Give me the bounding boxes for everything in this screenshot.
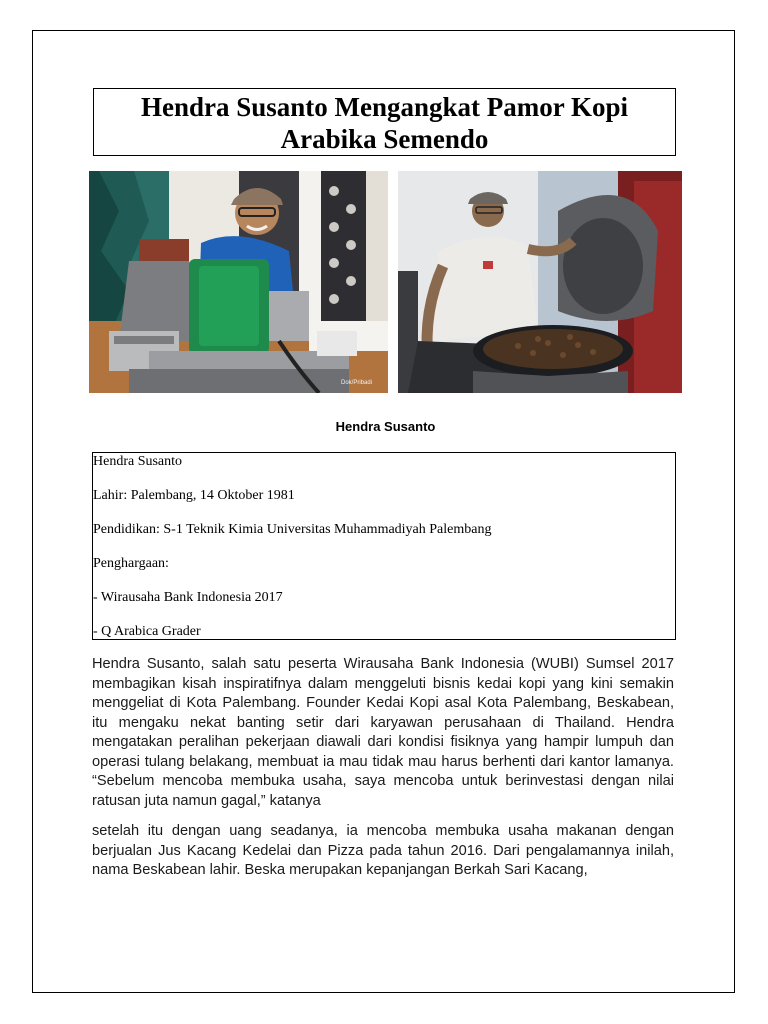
bio-awards-label: Penghargaan: — [93, 556, 169, 571]
photo-credit: Dok/Pribadi — [340, 380, 372, 386]
photo-roasting-beans-image — [398, 171, 682, 393]
photo-roasting-beans — [398, 171, 682, 393]
bio-box — [92, 452, 676, 640]
photo-caption: Hendra Susanto — [335, 419, 436, 434]
bio-award-item: - Wirausaha Bank Indonesia 2017 — [93, 590, 283, 605]
photo-roaster-machine-image — [89, 171, 388, 393]
bio-birth: Lahir: Palembang, 14 Oktober 1981 — [93, 488, 295, 503]
article-paragraph: Hendra Susanto, salah satu peserta Wirausaha Bank Indonesia (WUBI) Sumsel 2017 membagikan kisah inspiratifnya dalam menggeluti bisnis kedai kopi yang kini semakin menggeliat di Kota Palembang. Founder Kedai Kopi asal Kota Palembang, Beskabean, itu mengaku nekat banting setir dari karyawan perusahaan di Thailand. Hendra mengatakan peralihan pekerjaan diawali dari kondisi fisiknya yang hampir lumpuh dan operasi tulang belakang, membuat ia mau tidak mau harus berhenti dari kantor lamanya. “Sebelum mencoba membuka usaha, saya mencoba untuk berinvestasi dengan nilai ratusan juta namun gagal,” katanya — [92, 656, 674, 809]
article-title: Hendra Susanto Mengangkat Pamor Kopi Arabika Semendo — [93, 88, 676, 156]
bio-education: Pendidikan: S-1 Teknik Kimia Universitas Muhammadiyah Palembang — [93, 522, 492, 537]
bio-name: Hendra Susanto — [93, 454, 183, 469]
bio-award-item: - Q Arabica Grader — [93, 624, 201, 639]
article-paragraph: setelah itu dengan uang seadanya, ia mencoba membuka usaha makanan dengan berjualan Jus Kacang Kedelai dan Pizza pada tahun 2016. Dari pengalamannya inilah, nama Beskabean lahir. Beska merupakan kepanjangan Berkah Sari Kacang, — [92, 823, 674, 878]
photo-roaster-machine — [89, 171, 388, 393]
